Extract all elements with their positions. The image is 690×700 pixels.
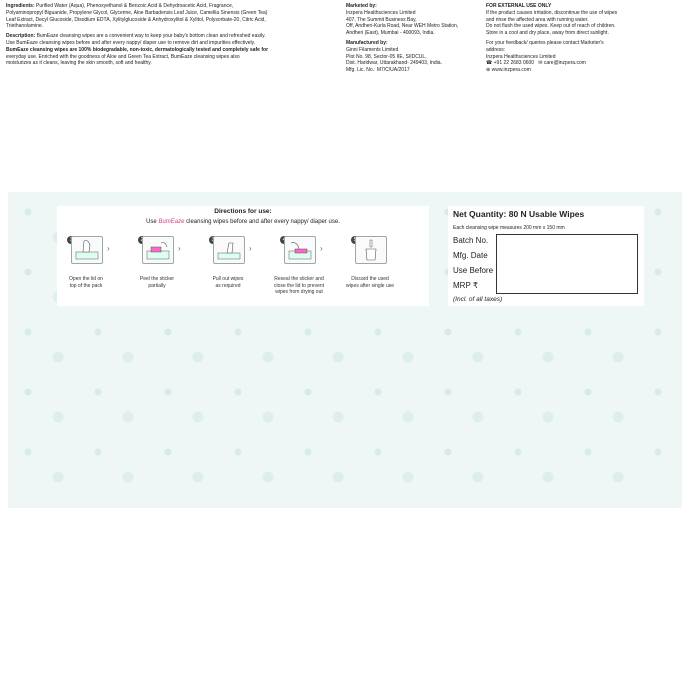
arrow-right-icon: › [249,244,252,253]
subtitle-post: cleansing wipes before and after every nappy/ diaper use. [186,219,340,225]
directions-panel [57,206,429,306]
email-icon: ✉ [538,60,543,67]
step-5-caption: Discard the used wipes after single use [345,276,395,289]
batch-label: Batch No. [453,236,489,245]
step-3-caption: Pull out wipes as required [212,276,244,289]
peel-sticker-icon [142,236,174,264]
ingredients-text: Ingredients: Purified Water (Aqua), Phenoxyethanol & Benzoic Acid & Dehydroacetic Acid, Fragrance, Polyaminopropyl Biguanide, Propylene Glycol, Glycerine, Aloe Barbadensis Leaf Juice, Camellia Sinensis (Green Tea) Leaf Extract, Decyl Glucoside, Disodium EDTA, Xylitylglucoside & Anhydroxylitol & Xylitol, Polysorbate-20, Citric Acid, Triethanolamine. [6,3,268,30]
mfg-date-label: Mfg. Date [453,251,488,260]
mrp-label: MRP ₹ [453,281,478,290]
net-quantity-title: Net Quantity: 80 N Usable Wipes [453,209,585,219]
use-before-label: Use Before [453,266,494,275]
arrow-right-icon: › [178,244,181,253]
manufactured-by: Manufactured by: Ginni Filaments Limited Plot No. 98, Sector-05 IIE, SIIDCUL, Dist. Haridwar, Uttarakhand- 249403, India. Mfg. Lic. No.: M7/C/UA/2017 [346,39,442,74]
hand-open-lid-icon [71,236,103,264]
step-1-caption: Open the lid on top of the pack [69,276,103,289]
marketed-by: Marketed by: Inzpera Healthsciences Limited 407, The Summit Business Bay, Off, Andheri-Kurla Road, Near WEH Metro Station, Andheri (East), Mumbai - 400093, India. [346,3,459,37]
usage-column [486,3,666,77]
incl-taxes: (Incl. of all taxes) [453,296,503,303]
step-4-caption: Reseal the sticker and close the lid to prevent wipes from drying out [273,276,325,295]
company-column [346,3,476,77]
phone-icon: ☎ [486,60,493,67]
external-use-text: FOR EXTERNAL USE ONLY If the product causes irritation, discontinue the use of wipes and rinse the affected area with running water. Do not flush the used wipes. Keep out of reach of children. Store in a cool and dry place, away from direct sunlight. [486,3,618,37]
pull-wipe-icon [213,236,245,264]
brand-name: BumEaze [158,219,185,225]
website: www.inzpera.com [491,67,531,74]
step-2-caption: Peel the sticker partially [139,276,175,289]
description-text: Description: BumEaze cleansing wipes are a convenient way to keep your baby's bottom clean and refreshed easily. Use BumEaze cleansing wipes before and after every nappy/ diaper use to remove dirt and impurities effectively. BumEaze cleansing wipes are 100% biodegradable, non-toxic, dermatologically tested and completely safe for everyday use. Enriched with the goodness of Aloe and Green Tea Extract, BumEaze cleansing wipes also moisturizes as it cleans, leaving the skin smooth, soft and healthy. [6,33,269,67]
info-panel [0,0,674,116]
arrow-right-icon: › [320,244,323,253]
ingredients-description-column [6,3,351,70]
globe-icon: ⊕ [486,67,491,74]
directions-subtitle [57,219,429,225]
wipe-size: Each cleansing wipe measures 200 mm x 150 mm [453,225,565,231]
reseal-sticker-icon [284,236,316,264]
directions-title: Directions for use: [214,208,272,215]
net-quantity-panel [448,206,644,306]
arrow-right-icon: › [107,244,110,253]
bin-icon [355,236,387,264]
batch-info-box [496,234,638,294]
subtitle-pre: Use [146,219,157,225]
feedback-text: For your feedback/ queries please contact Marketer's address: Inzpera Healthsciences Limited ☎ +91 22 2683 0600 ✉ care@inzpera.com ⊕ www.inzpera.com [486,39,604,74]
phone-number: +91 22 2683 0600 [493,60,535,67]
email-address: care@inzpera.com [543,60,586,67]
